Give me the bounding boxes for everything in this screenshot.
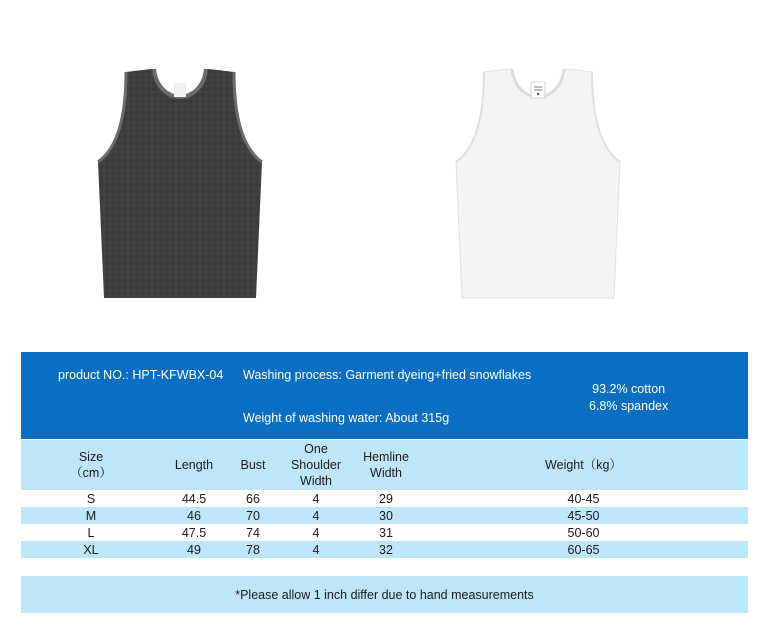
table-row bbox=[21, 524, 748, 541]
header-bust: Bust bbox=[240, 458, 266, 472]
cell-shoulder: 4 bbox=[312, 508, 320, 523]
measurement-note bbox=[21, 576, 748, 613]
cell-length: 47.5 bbox=[181, 525, 207, 540]
table-row bbox=[21, 507, 748, 524]
cell-hemline: 31 bbox=[379, 525, 393, 540]
cell-size: M bbox=[85, 508, 97, 523]
cell-size: L bbox=[87, 525, 95, 540]
washing-process: Washing process: Garment dyeing+fried snowflakes bbox=[243, 368, 532, 382]
product-number: product NO.: HPT-KFWBX-04 bbox=[58, 368, 224, 382]
size-chart-header-row bbox=[21, 440, 748, 490]
size-chart-table bbox=[21, 440, 748, 558]
header-weight: Weight（kg） bbox=[545, 458, 622, 472]
cell-hemline: 30 bbox=[379, 508, 393, 523]
cell-length: 49 bbox=[187, 542, 201, 557]
cell-bust: 66 bbox=[246, 491, 260, 506]
dark-tank-top-image bbox=[96, 66, 264, 300]
cell-bust: 74 bbox=[246, 525, 260, 540]
product-info-header bbox=[21, 352, 748, 439]
cell-shoulder: 4 bbox=[312, 542, 320, 557]
header-hemline-width: Hemline Width bbox=[363, 450, 409, 480]
cell-hemline: 29 bbox=[379, 491, 393, 506]
cell-shoulder: 4 bbox=[312, 491, 320, 506]
table-row bbox=[21, 490, 748, 507]
cell-weight: 40-45 bbox=[567, 491, 600, 506]
washing-water-weight: Weight of washing water: About 315g bbox=[243, 411, 450, 425]
cell-bust: 70 bbox=[246, 508, 260, 523]
measurement-note-text: *Please allow 1 inch differ due to hand measurements bbox=[235, 587, 534, 602]
cell-weight: 50-60 bbox=[567, 525, 600, 540]
cell-weight: 45-50 bbox=[567, 508, 600, 523]
cell-weight: 60-65 bbox=[567, 542, 600, 557]
cell-size: S bbox=[86, 491, 96, 506]
table-row bbox=[21, 541, 748, 558]
cell-shoulder: 4 bbox=[312, 525, 320, 540]
header-size: Size （cm） bbox=[70, 450, 112, 480]
header-one-shoulder-width: One Shoulder Width bbox=[290, 442, 342, 488]
header-length: Length bbox=[174, 458, 214, 472]
composition-spandex: 6.8% spandex bbox=[589, 399, 669, 413]
cell-length: 44.5 bbox=[181, 491, 207, 506]
cell-bust: 78 bbox=[246, 542, 260, 557]
composition-cotton: 93.2% cotton bbox=[592, 382, 666, 396]
cell-size: XL bbox=[83, 542, 99, 557]
fabric-composition bbox=[589, 381, 668, 415]
white-tank-top-image bbox=[454, 66, 622, 300]
cell-length: 46 bbox=[187, 508, 201, 523]
cell-hemline: 32 bbox=[379, 542, 393, 557]
